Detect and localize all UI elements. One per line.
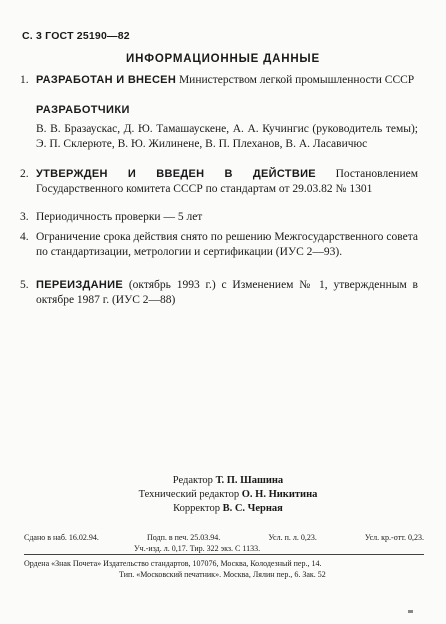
item-body xyxy=(36,167,418,197)
item-text: Министерством легкой промышленности СССР xyxy=(178,74,415,86)
divider xyxy=(24,554,424,555)
imprint-block xyxy=(24,532,424,554)
editor-name: Т. П. Шашина xyxy=(215,475,284,486)
page-header: С. 3 ГОСТ 25190—82 xyxy=(22,30,130,42)
developers-heading: РАЗРАБОТЧИКИ xyxy=(36,104,130,116)
imprint-color-sheets: Усл. кр.-отт. 0,23. xyxy=(364,533,424,542)
item-body xyxy=(36,230,418,260)
editor-role: Редактор xyxy=(172,475,213,486)
imprint-sheets: Усл. п. л. 0,23. xyxy=(268,533,317,542)
imprint-submitted: Сдано в наб. 16.02.94. xyxy=(24,533,99,542)
item-number: 4. xyxy=(20,231,29,243)
tech-editor-line xyxy=(10,488,446,502)
item-number: 5. xyxy=(20,279,29,291)
item-text: Постановлением Государственного комитета СССР по стандартам от 29.03.82 № 1301 xyxy=(36,168,418,195)
item-lead: ПЕРЕИЗДАНИЕ xyxy=(36,279,123,291)
item-body xyxy=(36,278,418,308)
printer-line: Тип. «Московский печатник». Москва, Лялин пер., 6. Зак. 52 xyxy=(119,570,326,579)
editors-block xyxy=(0,474,446,516)
editor-name: О. Н. Никитина xyxy=(241,489,318,500)
item-number: 2. xyxy=(20,168,29,180)
imprint-row xyxy=(24,532,424,543)
editor-name: В. С. Черная xyxy=(222,503,283,514)
item-body xyxy=(36,73,418,88)
item-number: 1. xyxy=(20,74,29,86)
editor-line xyxy=(10,474,446,488)
item-body xyxy=(36,210,418,225)
print-mark xyxy=(408,610,413,613)
editor-role: Технический редактор xyxy=(138,489,240,500)
item-text: Периодичность проверки — 5 лет xyxy=(36,211,203,223)
imprint-edition: Уч.-изд. л. 0,17. Тир. 322 экз. С 1133. xyxy=(134,544,261,553)
imprint-signed: Подп. в печ. 25.03.94. xyxy=(146,533,221,542)
publisher-block xyxy=(24,558,424,580)
item-text: Ограничение срока действия снято по решению Межгосударственного совета по стандартизации, метрологии и сертификации (ИУС 2—93). xyxy=(36,231,418,258)
item-lead: УТВЕРЖДЕН И ВВЕДЕН В ДЕЙСТВИЕ xyxy=(36,168,316,180)
item-lead: РАЗРАБОТАН И ВНЕСЕН xyxy=(36,74,177,86)
editor-role: Корректор xyxy=(173,503,220,514)
developers-list: В. В. Бразаускас, Д. Ю. Тамашаускене, А. А. Кучингис (руководитель темы); Э. П. Склерюте, В. Ю. Жилинене, В. П. Плеханов, В. А. Ласавичюс xyxy=(36,123,418,150)
corrector-line xyxy=(10,502,446,516)
item-text: (октябрь 1993 г.) с Изменением № 1, утвержденным в октябре 1987 г. (ИУС 2—88) xyxy=(36,279,418,306)
document-title: ИНФОРМАЦИОННЫЕ ДАННЫЕ xyxy=(126,53,320,65)
publisher-line: Ордена «Знак Почета» Издательство стандартов, 107076, Москва, Колодезный пер., 14. xyxy=(24,559,322,568)
item-number: 3. xyxy=(20,211,29,223)
